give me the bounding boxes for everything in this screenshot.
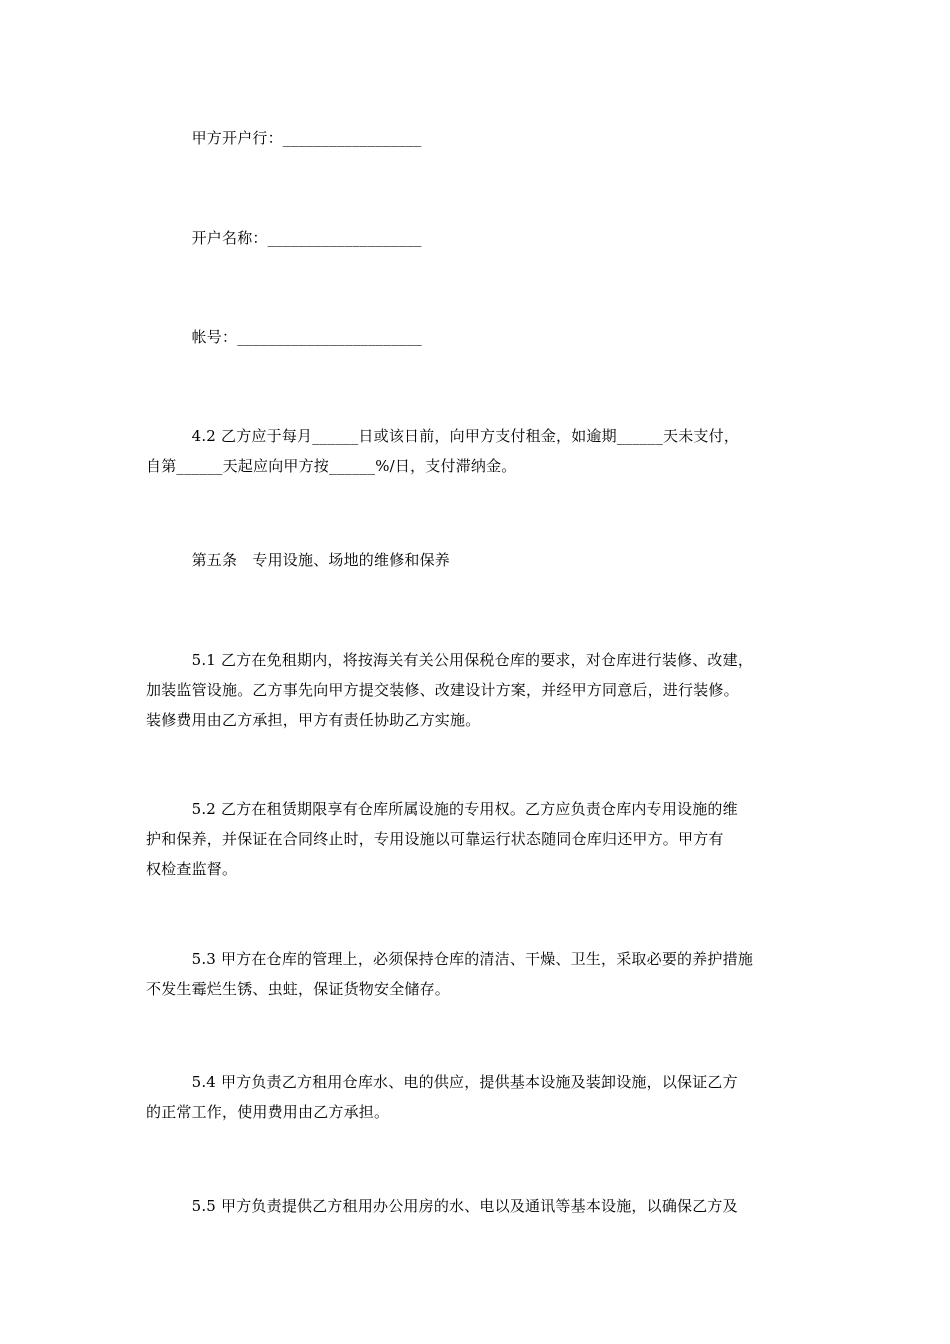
paragraph-line: 加装监管设施。乙方事先向甲方提交装修、改建设计方案，并经甲方同意后，进行装修。 bbox=[146, 681, 739, 699]
paragraph-line: 5.5 甲方负责提供乙方租用办公用房的水、电以及通讯等基本设施，以确保乙方及 bbox=[146, 1197, 738, 1215]
paragraph-line: 不发生霉烂生锈、虫蛀，保证货物安全储存。 bbox=[146, 980, 451, 998]
paragraph-line: 5.2 乙方在租赁期限享有仓库所属设施的专用权。乙方应负责仓库内专用设施的维 bbox=[146, 800, 738, 818]
paragraph-line: 护和保养，并保证在合同终止时，专用设施以可靠运行状态随同仓库归还甲方。甲方有 bbox=[146, 830, 724, 848]
paragraph-5-4 bbox=[146, 1067, 810, 1127]
paragraph-5-3 bbox=[146, 944, 810, 1004]
paragraph-line: 5.1 乙方在免租期内，将按海关有关公用保税仓库的要求，对仓库进行装修、改建， bbox=[146, 651, 754, 669]
paragraph-line: 5.3 甲方在仓库的管理上，必须保持仓库的清洁、干燥、卫生，采取必要的养护措施 bbox=[146, 950, 754, 968]
paragraph-line: 5.4 甲方负责乙方租用仓库水、电的供应，提供基本设施及装卸设施，以保证乙方 bbox=[146, 1073, 738, 1091]
paragraph-line: 的正常工作，使用费用由乙方承担。 bbox=[146, 1103, 390, 1121]
article-5-title: 第五条 专用设施、场地的维修和保养 bbox=[146, 551, 451, 569]
account-name-line: 开户名称：____________________ bbox=[146, 229, 422, 247]
paragraph-5-2 bbox=[146, 794, 810, 884]
paragraph-4-2 bbox=[146, 421, 810, 481]
paragraph-5-1 bbox=[146, 645, 810, 735]
paragraph-line: 装修费用由乙方承担，甲方有责任协助乙方实施。 bbox=[146, 711, 481, 729]
bank-line: 甲方开户行：__________________ bbox=[146, 129, 422, 147]
paragraph-line: 4.2 乙方应于每月______日或该日前，向甲方支付租金，如逾期______天未支付， bbox=[146, 427, 740, 445]
paragraph-line: 权检查监督。 bbox=[146, 860, 238, 878]
paragraph-line: 自第______天起应向甲方按______%/日，支付滞纳金。 bbox=[146, 457, 517, 475]
account-number-line: 帐号：________________________ bbox=[146, 328, 423, 346]
paragraph-5-5 bbox=[146, 1191, 810, 1221]
